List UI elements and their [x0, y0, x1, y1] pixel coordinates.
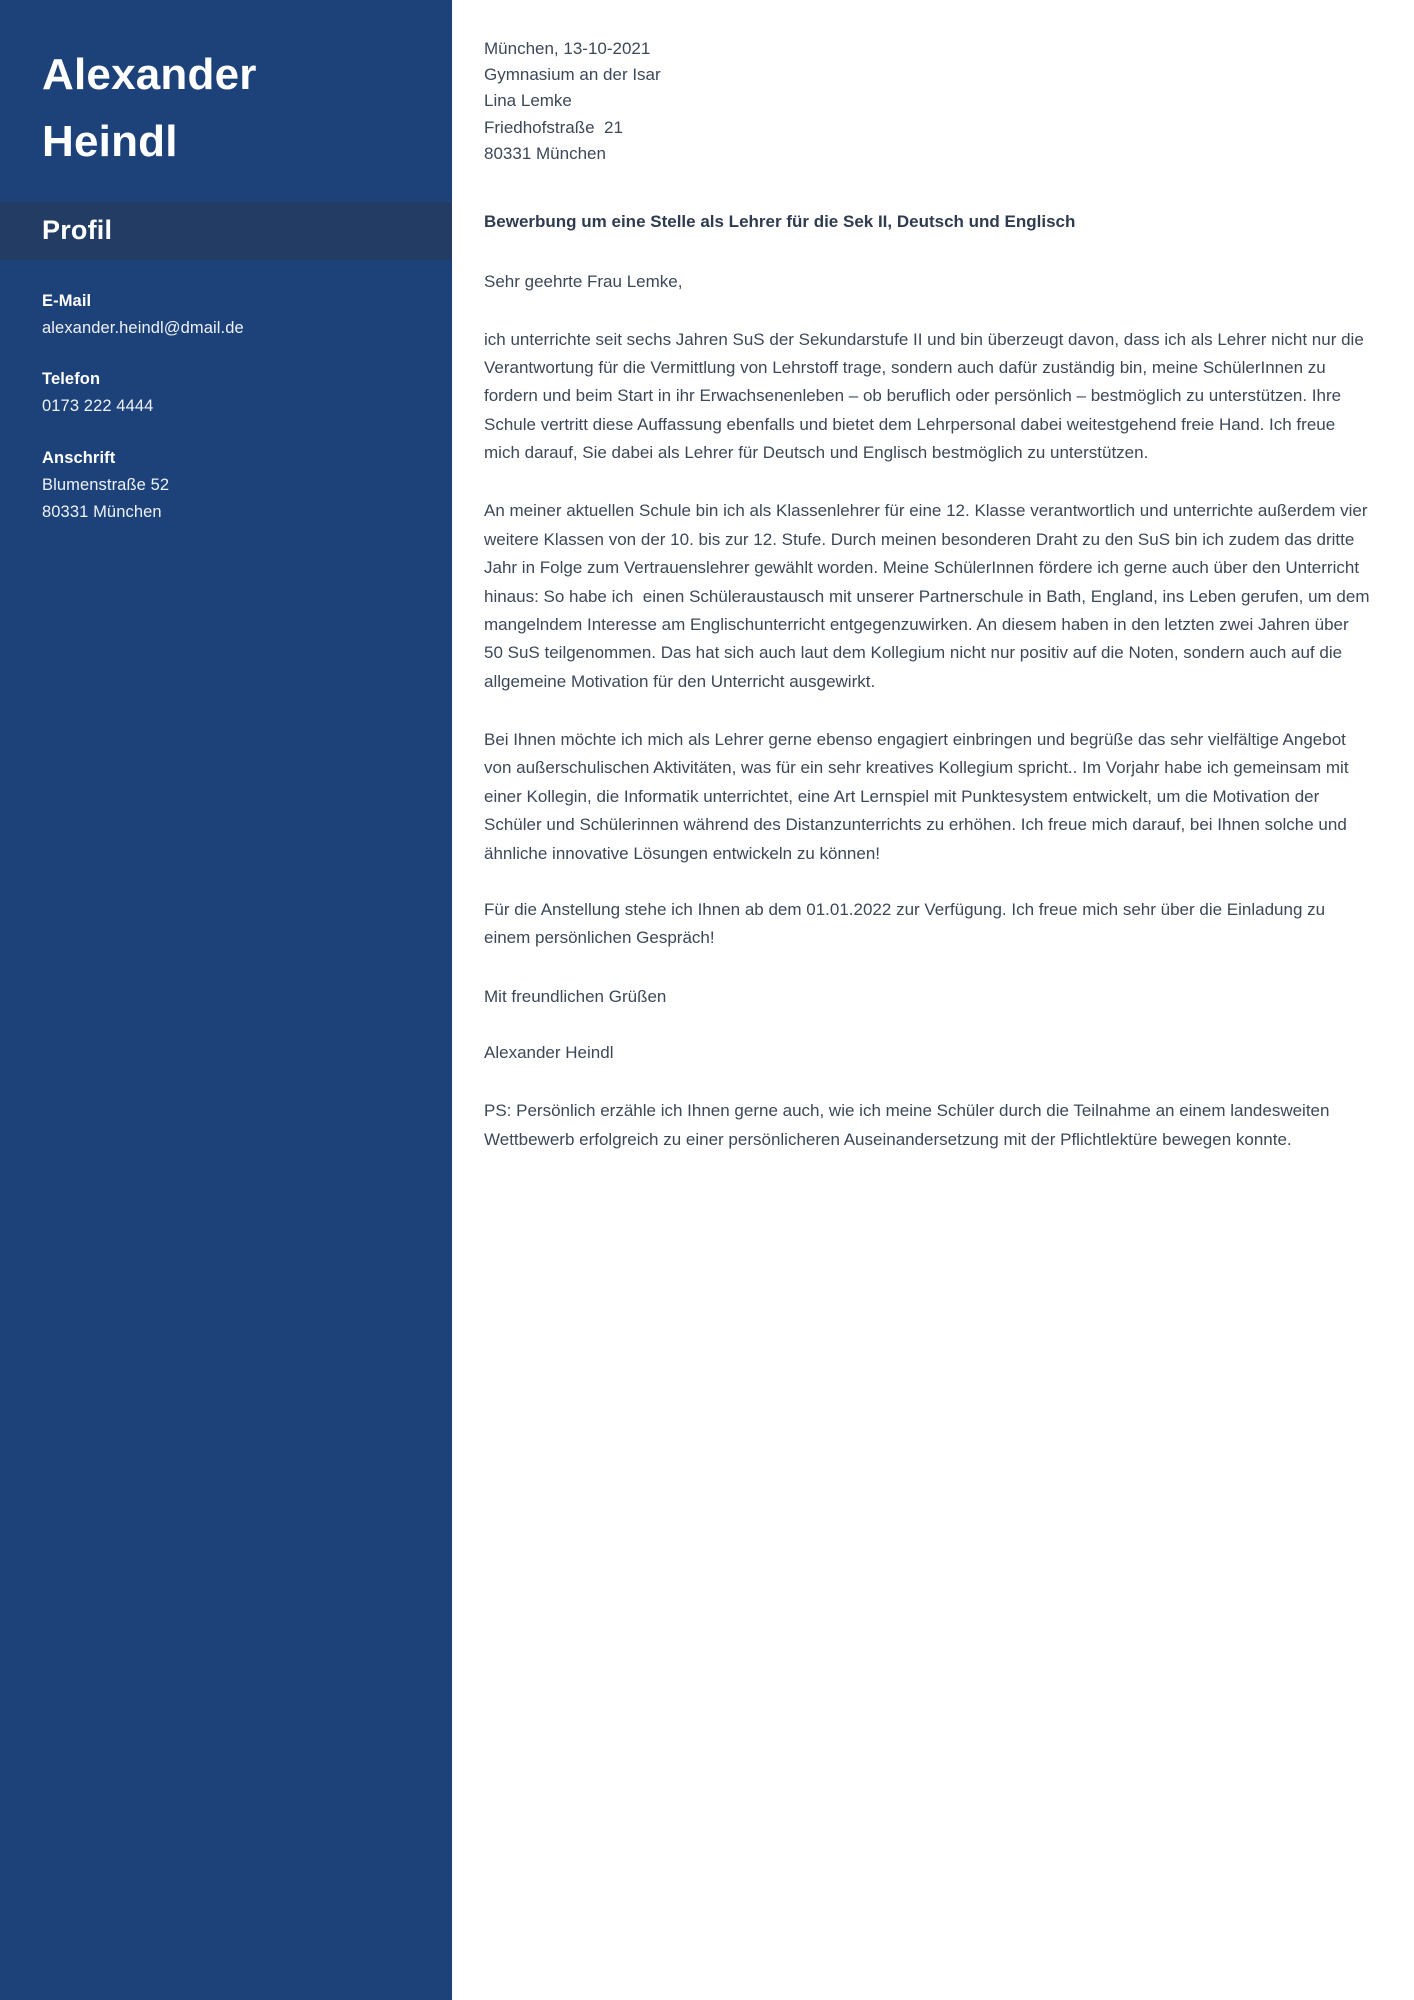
contact-address — [42, 445, 410, 527]
letter-body — [452, 0, 1414, 2000]
applicant-first-name: Alexander — [42, 50, 257, 99]
contact-email — [42, 288, 410, 342]
contact-email-label: E-Mail — [42, 291, 92, 310]
letter-paragraph-4: Für die Anstellung stehe ich Ihnen ab dem 01.01.2022 zur Verfügung. Ich freue mich sehr über die Einladung zu einem persönlichen Gespräch! — [484, 899, 1330, 948]
applicant-name — [0, 0, 452, 176]
letter-paragraph-3: Bei Ihnen möchte ich mich als Lehrer gerne ebenso engagiert einbringen und begrüße das sehr vielfältige Angebot von außerschulischen Aktivitäten, was für ein sehr kreatives Kollegium spricht.. Im Vorjahr habe ich gemeinsam mit einer Kollegin, die Informatik unterrichtet, eine Art Lernspiel mit Punktesystem entwickelt, um die Motivation der Schüler und Schülerinnen während des Distanzunterrichts zu erhöhen. Ich freue mich darauf, bei Ihnen solche und ähnliche innovative Lösungen entwickeln zu können! — [484, 730, 1354, 863]
contact-email-value[interactable]: alexander.heindl@dmail.de — [42, 318, 244, 337]
profile-section-header — [0, 202, 452, 260]
contact-phone-value[interactable]: 0173 222 4444 — [42, 397, 154, 416]
recipient-block — [484, 36, 1370, 167]
recipient-city: 80331 München — [484, 143, 606, 163]
contact-phone — [42, 366, 410, 420]
contact-address-street: Blumenstraße 52 — [42, 475, 170, 494]
letter-paragraph-2: An meiner aktuellen Schule bin ich als Klassenlehrer für eine 12. Klasse verantwortlich und unterrichte außerdem vier weitere Klassen von der 10. bis zur 12. Stufe. Durch meinen besonderen Draht zu den SuS bin ich zudem das dritte Jahr in Folge zum Vertrauenslehrer gewählt worden. Meine SchülerInnen fördere ich gerne auch über den Unterricht hinaus: So habe ich einen Schüleraustausch mit unserer Partnerschule in Bath, England, ins Leben gerufen, um dem mangelndem Interesse am Englischunterricht entgegenzuwirken. An diesem haben in den letzten zwei Jahren über 50 SuS teilgenommen. Das hat sich auch laut dem Kollegium nicht nur positiv auf die Noten, sondern auch auf die allgemeine Motivation für den Unterricht ausgewirkt. — [484, 501, 1375, 691]
profile-section-title: Profil — [42, 215, 113, 246]
recipient-organization: Gymnasium an der Isar — [484, 65, 661, 85]
recipient-contact-person: Lina Lemke — [484, 91, 572, 111]
letter-subject: Bewerbung um eine Stelle als Lehrer für die Sek II, Deutsch und Englisch — [484, 211, 1076, 231]
contact-list — [0, 260, 452, 527]
contact-address-label: Anschrift — [42, 448, 116, 467]
contact-phone-label: Telefon — [42, 370, 101, 389]
letter-postscript: PS: Persönlich erzähle ich Ihnen gerne auch, wie ich meine Schüler durch die Teilnahme an einem landesweiten Wettbewerb erfolgreich zu einer persönlicheren Auseinandersetzung mit der Pflichtlektüre bewegen konnte. — [484, 1101, 1335, 1149]
contact-address-city: 80331 München — [42, 503, 162, 522]
letter-closing: Mit freundlichen Grüßen — [484, 986, 667, 1006]
letter-paragraph-1: ich unterrichte seit sechs Jahren SuS der Sekundarstufe II und bin überzeugt davon, dass ich als Lehrer nicht nur die Verantwortung für die Vermittlung von Lehrstoff trage, sondern auch dafür zuständig bin, meine SchülerInnen zu fordern und beim Start in ihr Erwachsenenleben – ob beruflich oder persönlich – bestmöglich zu unterstützen. Ihre Schule vertritt diese Auffassung ebenfalls und bietet dem Lehrpersonal dabei weitestgehend freie Hand. Ich freue mich darauf, Sie dabei als Lehrer für Deutsch und Englisch bestmöglich zu unterstützen. — [484, 329, 1369, 463]
letter-salutation: Sehr geehrte Frau Lemke, — [484, 272, 683, 292]
recipient-street: Friedhofstraße 21 — [484, 117, 623, 137]
applicant-last-name: Heindl — [42, 116, 178, 166]
sidebar — [0, 0, 452, 2000]
letter-signature: Alexander Heindl — [484, 1043, 614, 1063]
letter-place-and-date: München, 13-10-2021 — [484, 39, 651, 58]
